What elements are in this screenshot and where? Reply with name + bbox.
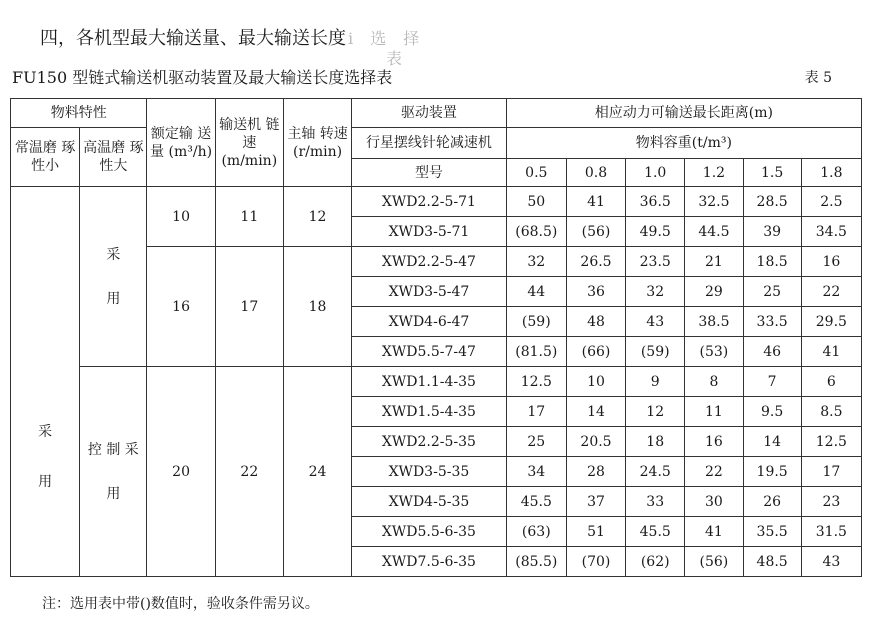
table-title: FU150 型链式输送机驱动装置及最大输送长度选择表 bbox=[12, 68, 393, 87]
chain-speed-cell: 11 bbox=[215, 187, 283, 247]
distance-cell: 23.5 bbox=[626, 247, 685, 277]
distance-cell: 21 bbox=[685, 247, 743, 277]
distance-cell: 16 bbox=[685, 427, 743, 457]
distance-cell: (63) bbox=[506, 517, 566, 547]
distance-cell: 9 bbox=[626, 367, 685, 397]
header-reducer: 行星摆线针轮减速机 bbox=[352, 128, 507, 159]
distance-cell: 28 bbox=[566, 457, 625, 487]
distance-cell: 50 bbox=[506, 187, 566, 217]
distance-cell: 8.5 bbox=[801, 397, 861, 427]
distance-cell: (59) bbox=[506, 307, 566, 337]
distance-cell: 48 bbox=[566, 307, 625, 337]
distance-cell: 17 bbox=[506, 397, 566, 427]
header-drive: 驱动装置 bbox=[352, 99, 507, 128]
distance-cell: 43 bbox=[626, 307, 685, 337]
distance-cell: 7 bbox=[743, 367, 801, 397]
distance-cell: 49.5 bbox=[626, 217, 685, 247]
distance-cell: (70) bbox=[566, 547, 625, 577]
selection-table bbox=[10, 98, 862, 577]
distance-cell: 6 bbox=[801, 367, 861, 397]
distance-cell: 41 bbox=[685, 517, 743, 547]
distance-cell: 19.5 bbox=[743, 457, 801, 487]
distance-cell: 34 bbox=[506, 457, 566, 487]
table-row bbox=[11, 367, 862, 397]
distance-cell: 26 bbox=[743, 487, 801, 517]
density-value: 1.8 bbox=[801, 159, 861, 187]
distance-cell: 14 bbox=[743, 427, 801, 457]
distance-cell: 43 bbox=[801, 547, 861, 577]
model-cell: XWD3-5-35 bbox=[352, 457, 507, 487]
distance-cell: 14 bbox=[566, 397, 625, 427]
distance-cell: 45.5 bbox=[506, 487, 566, 517]
distance-cell: 18.5 bbox=[743, 247, 801, 277]
distance-cell: 23 bbox=[801, 487, 861, 517]
density-value: 1.5 bbox=[743, 159, 801, 187]
distance-cell: 36.5 bbox=[626, 187, 685, 217]
model-cell: XWD3-5-47 bbox=[352, 277, 507, 307]
section-heading bbox=[40, 24, 425, 50]
distance-cell: (66) bbox=[566, 337, 625, 367]
distance-cell: 51 bbox=[566, 517, 625, 547]
distance-cell: 35.5 bbox=[743, 517, 801, 547]
distance-cell: 24.5 bbox=[626, 457, 685, 487]
header-model: 型号 bbox=[352, 159, 507, 187]
header-chain-speed: 输送机 链 速 (m/min) bbox=[215, 99, 283, 187]
model-cell: XWD2.2-5-35 bbox=[352, 427, 507, 457]
distance-cell: 29 bbox=[685, 277, 743, 307]
distance-cell: 22 bbox=[801, 277, 861, 307]
distance-cell: 20.5 bbox=[566, 427, 625, 457]
shaft-speed-cell: 18 bbox=[283, 247, 351, 367]
distance-cell: 31.5 bbox=[801, 517, 861, 547]
header-max-distance: 相应动力可输送最长距离(m) bbox=[506, 99, 861, 128]
distance-cell: 30 bbox=[685, 487, 743, 517]
distance-cell: (59) bbox=[626, 337, 685, 367]
header-rated-capacity: 额定输 送 量 (m³/h) bbox=[147, 99, 215, 187]
distance-cell: (56) bbox=[685, 547, 743, 577]
distance-cell: 33.5 bbox=[743, 307, 801, 337]
chain-speed-cell: 22 bbox=[215, 367, 283, 577]
distance-cell: 10 bbox=[566, 367, 625, 397]
model-cell: XWD7.5-6-35 bbox=[352, 547, 507, 577]
distance-cell: 29.5 bbox=[801, 307, 861, 337]
distance-cell: 16 bbox=[801, 247, 861, 277]
rated-capacity-cell: 16 bbox=[147, 247, 215, 367]
distance-cell: (85.5) bbox=[506, 547, 566, 577]
model-cell: XWD2.2-5-47 bbox=[352, 247, 507, 277]
distance-cell: 48.5 bbox=[743, 547, 801, 577]
distance-cell: 2.5 bbox=[801, 187, 861, 217]
rated-capacity-cell: 20 bbox=[147, 367, 215, 577]
header-shaft-speed: 主轴 转速 (r/min) bbox=[283, 99, 351, 187]
model-cell: XWD4-6-47 bbox=[352, 307, 507, 337]
distance-cell: 8 bbox=[685, 367, 743, 397]
distance-cell: 37 bbox=[566, 487, 625, 517]
distance-cell: 26.5 bbox=[566, 247, 625, 277]
distance-cell: 17 bbox=[801, 457, 861, 487]
density-value: 1.2 bbox=[685, 159, 743, 187]
rated-capacity-cell: 10 bbox=[147, 187, 215, 247]
model-cell: XWD2.2-5-71 bbox=[352, 187, 507, 217]
distance-cell: 39 bbox=[743, 217, 801, 247]
distance-cell: 22 bbox=[685, 457, 743, 487]
table-note: 注：选用表中带()数值时，验收条件需另议。 bbox=[42, 596, 319, 612]
chain-speed-cell: 17 bbox=[215, 247, 283, 367]
distance-cell: 9.5 bbox=[743, 397, 801, 427]
distance-cell: 32 bbox=[626, 277, 685, 307]
distance-cell: 36 bbox=[566, 277, 625, 307]
heading-ghost-text: i 选 择 bbox=[348, 29, 426, 48]
distance-cell: 44 bbox=[506, 277, 566, 307]
density-value: 1.0 bbox=[626, 159, 685, 187]
distance-cell: 41 bbox=[566, 187, 625, 217]
high-wear-usage: 控 制 采 用 bbox=[80, 367, 147, 577]
model-cell: XWD5.5-6-35 bbox=[352, 517, 507, 547]
distance-cell: 12.5 bbox=[801, 427, 861, 457]
density-value: 0.5 bbox=[506, 159, 566, 187]
distance-cell: 34.5 bbox=[801, 217, 861, 247]
header-high-wear: 高温磨 琢 性大 bbox=[80, 128, 147, 187]
distance-cell: 45.5 bbox=[626, 517, 685, 547]
header-low-wear: 常温磨 琢 性小 bbox=[11, 128, 80, 187]
model-cell: XWD1.5-4-35 bbox=[352, 397, 507, 427]
distance-cell: (53) bbox=[685, 337, 743, 367]
shaft-speed-cell: 24 bbox=[283, 367, 351, 577]
heading-ghost-text-2: 表 bbox=[386, 49, 403, 68]
distance-cell: 11 bbox=[685, 397, 743, 427]
distance-cell: 25 bbox=[743, 277, 801, 307]
distance-cell: 28.5 bbox=[743, 187, 801, 217]
distance-cell: (68.5) bbox=[506, 217, 566, 247]
density-value: 0.8 bbox=[566, 159, 625, 187]
distance-cell: 33 bbox=[626, 487, 685, 517]
distance-cell: 32.5 bbox=[685, 187, 743, 217]
distance-cell: 38.5 bbox=[685, 307, 743, 337]
model-cell: XWD5.5-7-47 bbox=[352, 337, 507, 367]
distance-cell: 44.5 bbox=[685, 217, 743, 247]
section-heading-text: 四，各机型最大输送量、最大输送长度 bbox=[40, 28, 346, 49]
distance-cell: 12 bbox=[626, 397, 685, 427]
distance-cell: (62) bbox=[626, 547, 685, 577]
distance-cell: (56) bbox=[566, 217, 625, 247]
distance-cell: 18 bbox=[626, 427, 685, 457]
model-cell: XWD3-5-71 bbox=[352, 217, 507, 247]
header-density: 物料容重(t/m³) bbox=[506, 128, 861, 159]
table-number: 表 5 bbox=[804, 70, 832, 86]
distance-cell: 41 bbox=[801, 337, 861, 367]
distance-cell: 46 bbox=[743, 337, 801, 367]
model-cell: XWD1.1-4-35 bbox=[352, 367, 507, 397]
distance-cell: 32 bbox=[506, 247, 566, 277]
table-row bbox=[11, 187, 862, 217]
high-wear-usage: 采 用 bbox=[80, 187, 147, 367]
distance-cell: 25 bbox=[506, 427, 566, 457]
model-cell: XWD4-5-35 bbox=[352, 487, 507, 517]
shaft-speed-cell: 12 bbox=[283, 187, 351, 247]
distance-cell: (81.5) bbox=[506, 337, 566, 367]
low-wear-usage: 采 用 bbox=[11, 187, 80, 577]
header-material: 物料特性 bbox=[11, 99, 147, 128]
distance-cell: 12.5 bbox=[506, 367, 566, 397]
